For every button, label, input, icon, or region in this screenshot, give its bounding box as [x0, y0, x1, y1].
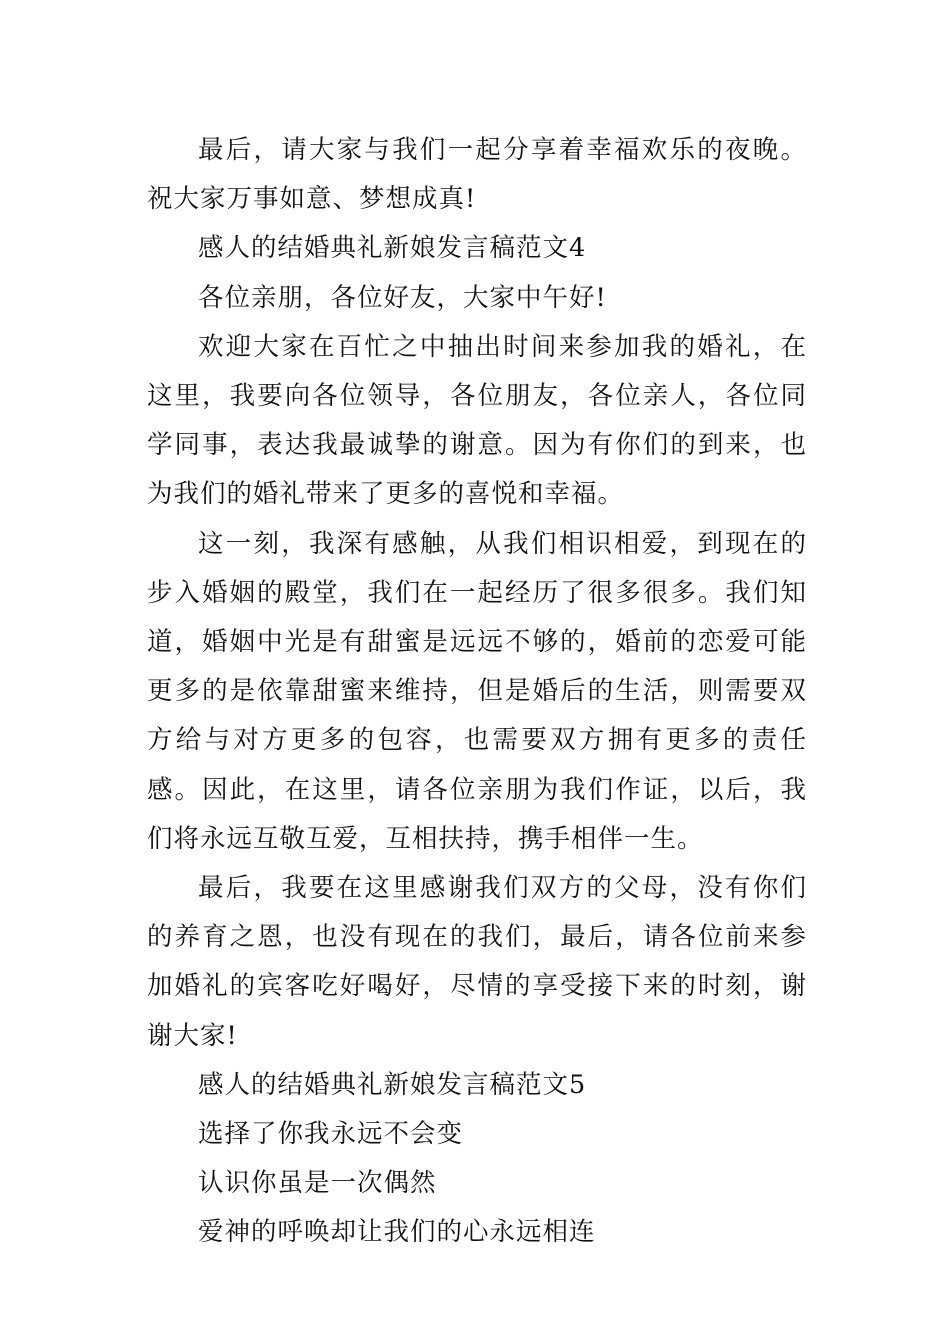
document-body: [147, 126, 807, 1258]
poem-line-1: 选择了你我永远不会变: [198, 1119, 464, 1150]
poem-line-3: 爱神的呼唤却让我们的心永远相连: [198, 1217, 596, 1248]
paragraph-closing-wishes: 最后，请大家与我们一起分享着幸福欢乐的夜晚。祝大家万事如意、梦想成真!: [147, 135, 807, 215]
paragraph-greeting: 各位亲朋，各位好友，大家中午好!: [198, 282, 607, 313]
section-heading-5: 感人的结婚典礼新娘发言稿范文5: [198, 1069, 587, 1100]
paragraph-thanks-parents: 最后，我要在这里感谢我们双方的父母，没有你们的养育之恩，也没有现在的我们，最后，请各位前来参加婚礼的宾客吃好喝好，尽情的享受接下来的时刻，谢谢大家!: [147, 873, 807, 1051]
section-heading-4: 感人的结婚典礼新娘发言稿范文4: [198, 233, 587, 264]
paragraph-reflection: 这一刻，我深有感触，从我们相识相爱，到现在的步入婚姻的殿堂，我们在一起经历了很多很多。我们知道，婚姻中光是有甜蜜是远远不够的，婚前的恋爱可能更多的是依靠甜蜜来维持，但是婚后的生活，则需要双方给与对方更多的包容，也需要双方拥有更多的责任感。因此，在这里，请各位亲朋为我们作证，以后，我们将永远互敬互爱，互相扶持，携手相伴一生。: [147, 528, 807, 854]
poem-line-2: 认识你虽是一次偶然: [198, 1168, 437, 1199]
paragraph-welcome: 欢迎大家在百忙之中抽出时间来参加我的婚礼，在这里，我要向各位领导，各位朋友，各位亲人，各位同学同事，表达我最诚挚的谢意。因为有你们的到来，也为我们的婚礼带来了更多的喜悦和幸福。: [147, 331, 807, 510]
